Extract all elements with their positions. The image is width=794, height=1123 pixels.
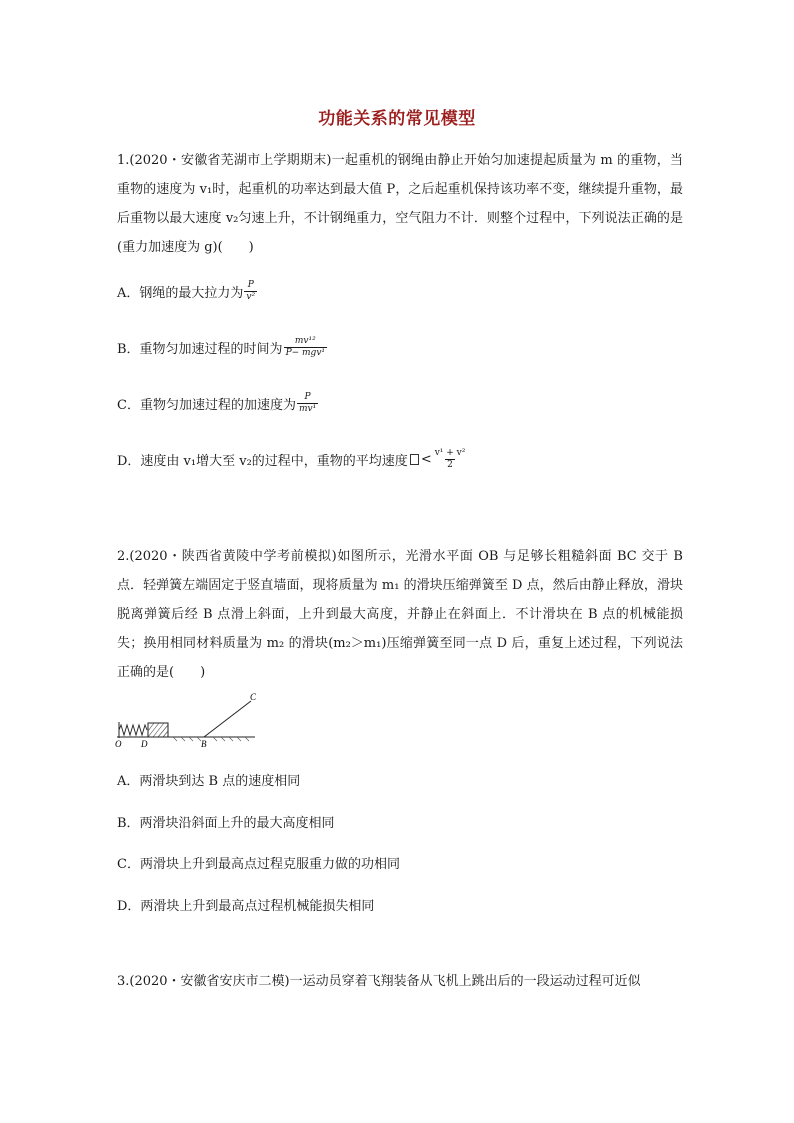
missing-glyph-icon	[410, 454, 419, 465]
question-1-option-d[interactable]	[117, 448, 467, 471]
question-1-option-c[interactable]	[117, 392, 318, 415]
option-c-text: C．重物匀加速过程的加速度为	[117, 398, 296, 413]
fraction-numerator: v¹ + v²	[434, 448, 466, 458]
option-a-fraction	[244, 280, 257, 303]
fraction-numerator: mv¹²	[294, 336, 316, 346]
spring-slope-diagram	[113, 690, 263, 748]
question-2-option-a[interactable]: A．两滑块到达 B 点的速度相同	[117, 774, 301, 789]
fraction-denominator: v²	[246, 292, 256, 302]
question-1-option-b[interactable]	[117, 336, 327, 359]
question-1-option-a[interactable]	[117, 280, 257, 303]
label-o: O	[115, 739, 122, 748]
question-1-stem: 1.(2020・安徽省芜湖市上学期期末)一起重机的钢绳由静止开始匀加速提起质量为 m 的重物，当重物的速度为 v₁时，起重机的功率达到最大值 P，之后起重机保持该功率不变，继续提升重物，最后重物以最大速度 v₂匀速上升，不计钢绳重力，空气阻力不计．则整个过程中，下列说法正确的是(重力加速度为 g)( )	[117, 153, 683, 255]
ground-hatch	[173, 737, 249, 741]
fraction-numerator: P	[304, 392, 311, 402]
option-d-text: D．速度由 v₁增大至 v₂的过程中，重物的平均速度	[117, 454, 408, 469]
question-2-option-c[interactable]: C．两滑块上升到最高点过程克服重力做的功相同	[117, 857, 400, 872]
option-c-fraction	[297, 392, 318, 415]
question-2-stem: 2.(2020・陕西省黄陵中学考前模拟)如图所示，光滑水平面 OB 与足够长粗糙斜面 BC 交于 B 点．轻弹簧左端固定于竖直墙面，现将质量为 m₁ 的滑块压缩弹簧至 D 点，然后由静止释放，滑块脱离弹簧后经 B 点滑上斜面，上升到最大高度，并静止在斜面上．不计滑块在 B 点的机械能损失；换用相同材料质量为 m₂ 的滑块(m₂＞m₁)压缩弹簧至同一点 D 后，重复上述过程，下列说法正确的是( )	[117, 549, 683, 680]
option-d-fraction	[433, 448, 468, 471]
label-d: D	[141, 739, 148, 748]
option-d-relation: <	[420, 452, 432, 467]
fraction-denominator: 2	[447, 460, 453, 470]
spring-icon	[119, 725, 147, 735]
page-title: 功能关系的常见模型	[318, 109, 476, 129]
label-b: B	[201, 739, 207, 748]
question-3-stem: 3.(2020・安徽省安庆市二模)一运动员穿着飞翔装备从飞机上跳出后的一段运动过程可近似	[117, 974, 641, 989]
question-2-option-d[interactable]: D．两滑块上升到最高点过程机械能损失相同	[117, 899, 375, 914]
fraction-numerator: P	[247, 280, 254, 290]
question-2-option-b[interactable]: B．两滑块沿斜面上升的最大高度相同	[117, 816, 335, 831]
option-b-fraction	[284, 336, 327, 359]
option-a-text: A．钢绳的最大拉力为	[117, 286, 244, 301]
slope-line	[204, 701, 251, 737]
fraction-denominator: P− mgv¹	[285, 348, 326, 358]
label-c: C	[250, 692, 257, 702]
fraction-denominator: mv¹	[298, 404, 317, 414]
option-b-text: B．重物匀加速过程的时间为	[117, 342, 283, 357]
